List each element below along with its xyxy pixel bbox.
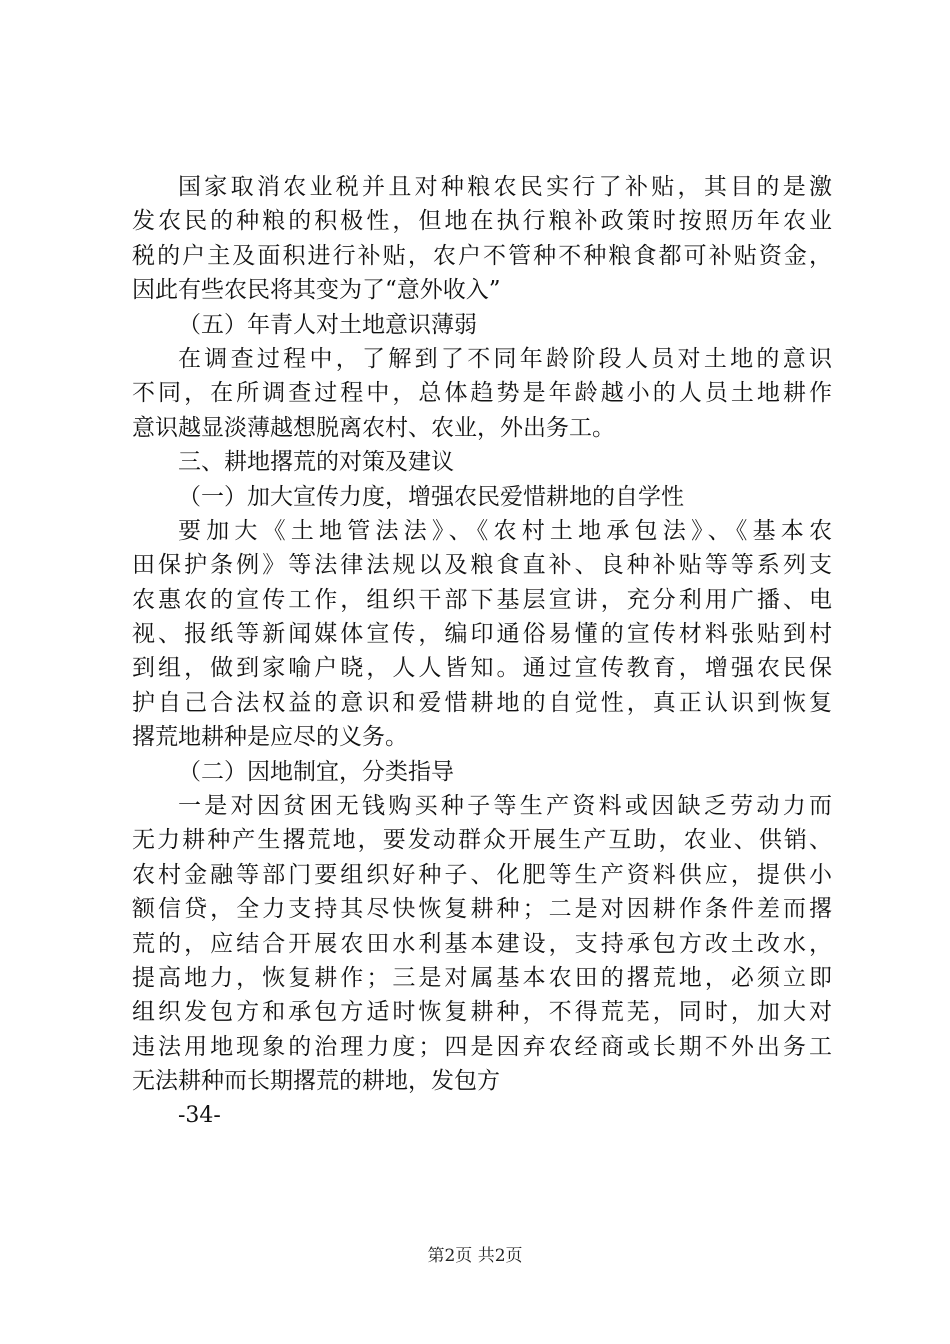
paragraph-line: 视、报纸等新闻媒体宣传，编印通俗易懂的宣传材料张贴到村 [132, 621, 832, 648]
paragraph-line: 发农民的种粮的积极性，但地在执行粮补政策时按照历年农业 [132, 208, 832, 235]
section-heading: （二）因地制宜，分类指导 [178, 758, 454, 785]
paragraph-line: 要加大《土地管法法》、《农村土地承包法》、《基本农 [178, 517, 832, 544]
paragraph-line: 组织发包方和承包方适时恢复耕种，不得荒芜，同时，加大对 [132, 999, 832, 1026]
paragraph-line: 国家取消农业税并且对种粮农民实行了补贴，其目的是激 [178, 174, 832, 200]
paragraph-line: 额信贷，全力支持其尽快恢复耕种；二是对因耕作条件差而撂 [132, 896, 832, 923]
paragraph-line: 到组，做到家喻户晓，人人皆知。通过宣传教育，增强农民保 [132, 655, 832, 682]
page-footer: 第2页 共2页 [427, 1246, 523, 1266]
paragraph-line: 田保护条例》等法律法规以及粮食直补、良种补贴等等系列支 [132, 552, 832, 579]
paragraph-line: 违法用地现象的治理力度；四是因弃农经商或长期不外出务工 [132, 1033, 832, 1060]
paragraph-line: 无法耕种而长期撂荒的耕地，发包方 [132, 1068, 500, 1095]
paragraph-line: 提高地力，恢复耕作；三是对属基本农田的撂荒地，必须立即 [132, 964, 832, 991]
inline-page-number: -34- [178, 1102, 221, 1128]
section-heading: 三、耕地撂荒的对策及建议 [178, 449, 454, 476]
paragraph-line: 在调查过程中，了解到了不同年龄阶段人员对土地的意识 [178, 345, 832, 372]
paragraph-line: 不同，在所调查过程中，总体趋势是年龄越小的人员土地耕作 [132, 380, 832, 407]
paragraph-line: 护自己合法权益的意识和爱惜耕地的自觉性，真正认识到恢复 [132, 689, 832, 716]
section-heading: （一）加大宣传力度，增强农民爱惜耕地的自学性 [178, 483, 684, 510]
section-heading: （五）年青人对土地意识薄弱 [178, 311, 477, 338]
paragraph-line: 荒的，应结合开展农田水利基本建设，支持承包方改土改水， [132, 930, 832, 957]
paragraph-line: 税的户主及面积进行补贴，农户不管种不种粮食都可补贴资金， [132, 242, 832, 269]
paragraph-line: 意识越显淡薄越想脱离农村、农业，外出务工。 [132, 414, 615, 441]
paragraph-line: 无力耕种产生撂荒地，要发动群众开展生产互助，农业、供销、 [132, 827, 832, 854]
paragraph-line: 撂荒地耕种是应尽的义务。 [132, 724, 408, 751]
paragraph-line: 农惠农的宣传工作，组织干部下基层宣讲，充分利用广播、电 [132, 586, 832, 613]
document-body [132, 170, 832, 1133]
paragraph-line: 一是对因贫困无钱购买种子等生产资料或因缺乏劳动力而 [178, 793, 832, 820]
paragraph-line: 农村金融等部门要组织好种子、化肥等生产资料供应，提供小 [132, 861, 832, 888]
paragraph-line: 因此有些农民将其变为了“意外收入” [132, 277, 501, 304]
